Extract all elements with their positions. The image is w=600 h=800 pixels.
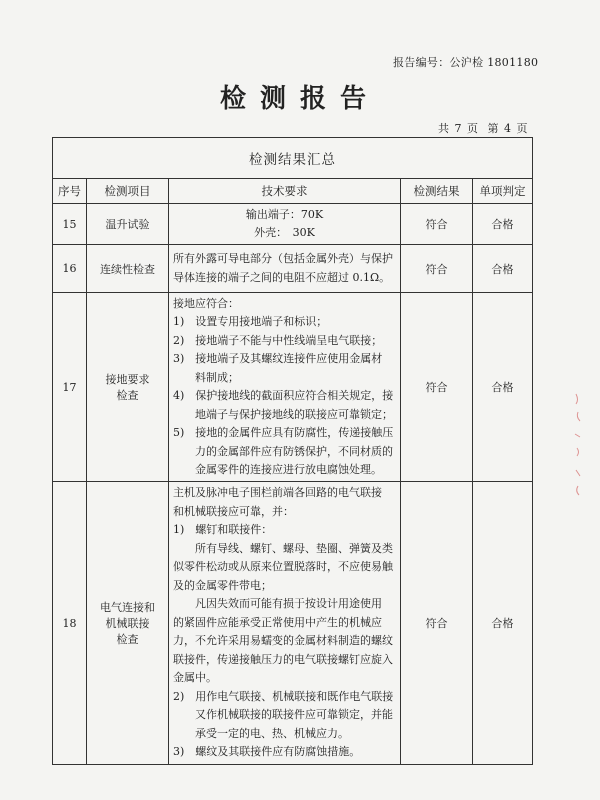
requirement-line: 金属零件的连接应进行放电腐蚀处理。	[173, 463, 382, 476]
test-result: 符合	[401, 245, 473, 293]
requirement-line: 的紧固件应能承受正常使用中产生的机械应	[173, 615, 382, 629]
technical-requirement	[169, 293, 401, 482]
technical-requirement	[169, 482, 401, 765]
test-item-line: 连续性检查	[100, 262, 155, 276]
requirement-line: 导体连接的端子之间的电阻不应超过 0.1Ω。	[173, 270, 391, 284]
test-item-line: 机械联接	[105, 617, 150, 630]
report-number: 报告编号：公沪检 1801180	[393, 56, 539, 69]
verdict: 合格	[473, 482, 533, 765]
row-number: 15	[53, 204, 87, 245]
requirement-line: 外壳： 30K	[254, 226, 315, 239]
row-number: 16	[53, 245, 87, 293]
requirement-line: 3) 接地端子及其螺纹连接件应使用金属材	[173, 352, 383, 365]
page-indicator	[434, 120, 528, 136]
requirement-line: 接地应符合：	[173, 296, 239, 310]
row-number: 18	[53, 482, 87, 765]
requirement-line: 所有外露可导电部分（包括金属外壳）与保护	[173, 252, 393, 265]
requirement-line: 金属中。	[173, 671, 217, 685]
requirement-line: 力，不允许采用易蠕变的金属材料制造的螺纹	[173, 634, 393, 648]
test-item-line: 温升试验	[105, 218, 150, 231]
column-header: 技术要求	[169, 179, 401, 204]
test-result: 符合	[401, 204, 473, 245]
technical-requirement	[169, 204, 401, 245]
requirement-line: 输出端子：70K	[245, 207, 324, 221]
requirement-line: 主机及脉冲电子围栏前端各回路的电气联接	[173, 486, 382, 500]
requirement-line: 1) 螺钉和联接件：	[173, 523, 273, 537]
requirement-line: 2) 用作电气联接、机械联接和既作电气联接	[173, 689, 394, 703]
test-item-line: 检查	[116, 633, 139, 646]
test-item-line: 检查	[116, 389, 139, 402]
requirement-line: 和机械联接应可靠，并：	[173, 504, 294, 518]
table-row	[53, 293, 533, 482]
row-number: 17	[53, 293, 87, 482]
requirement-line: 所有导线、螺钉、螺母、垫圈、弹簧及类	[173, 541, 393, 555]
verdict: 合格	[473, 204, 533, 245]
verdict: 合格	[473, 245, 533, 293]
test-item	[87, 245, 169, 293]
test-item	[87, 204, 169, 245]
test-item	[87, 293, 169, 482]
test-result: 符合	[401, 293, 473, 482]
table-header-row	[53, 179, 533, 204]
column-header: 单项判定	[473, 179, 533, 204]
table-row	[53, 204, 533, 245]
test-item-line: 电气连接和	[100, 601, 155, 614]
current-page: 第 4 页	[487, 122, 528, 135]
requirement-line: 5) 接地的金属件应具有防腐性，传递接触压	[173, 426, 394, 439]
column-header: 检测结果	[401, 179, 473, 204]
verdict: 合格	[473, 293, 533, 482]
total-pages: 共 7 页	[438, 122, 478, 135]
requirement-line: 3) 螺纹及其联接件应有防腐蚀措施。	[173, 745, 361, 759]
requirement-line: 力的金属部件应有防锈保护，不同材质的	[173, 444, 393, 458]
table-row	[53, 245, 533, 293]
requirement-line: 又作机械联接的联接件应可靠锁定，并能	[173, 708, 393, 722]
requirement-line: 及的金属零件带电；	[173, 578, 272, 592]
requirement-line: 凡因失效而可能有损于按设计用途使用	[173, 597, 382, 611]
seal-fragment	[572, 390, 586, 500]
requirement-line: 似零件松动或从原来位置脱落时，不应使易触	[173, 560, 393, 574]
requirement-line: 联接件，传递接触压力的电气联接螺钉应旋入	[173, 652, 393, 666]
requirement-line: 料制成；	[173, 370, 239, 384]
table-caption: 检测结果汇总	[53, 138, 533, 179]
requirement-line: 4) 保护接地线的截面积应符合相关规定，接	[173, 389, 394, 402]
requirement-line: 承受一定的电、热、机械应力。	[173, 726, 349, 740]
column-header: 检测项目	[87, 179, 169, 204]
table-row	[53, 482, 533, 765]
technical-requirement	[169, 245, 401, 293]
page-title: 检测报告	[219, 84, 380, 114]
results-table	[52, 137, 533, 765]
requirement-line: 1) 设置专用接地端子和标识；	[173, 315, 328, 328]
test-item	[87, 482, 169, 765]
requirement-line: 地端子与保护接地线的联接应可靠锁定；	[173, 407, 393, 421]
test-item-line: 接地要求	[105, 373, 150, 386]
column-header: 序号	[53, 179, 87, 204]
requirement-line: 2) 接地端子不能与中性线端呈电气联接；	[173, 333, 383, 347]
test-result: 符合	[401, 482, 473, 765]
